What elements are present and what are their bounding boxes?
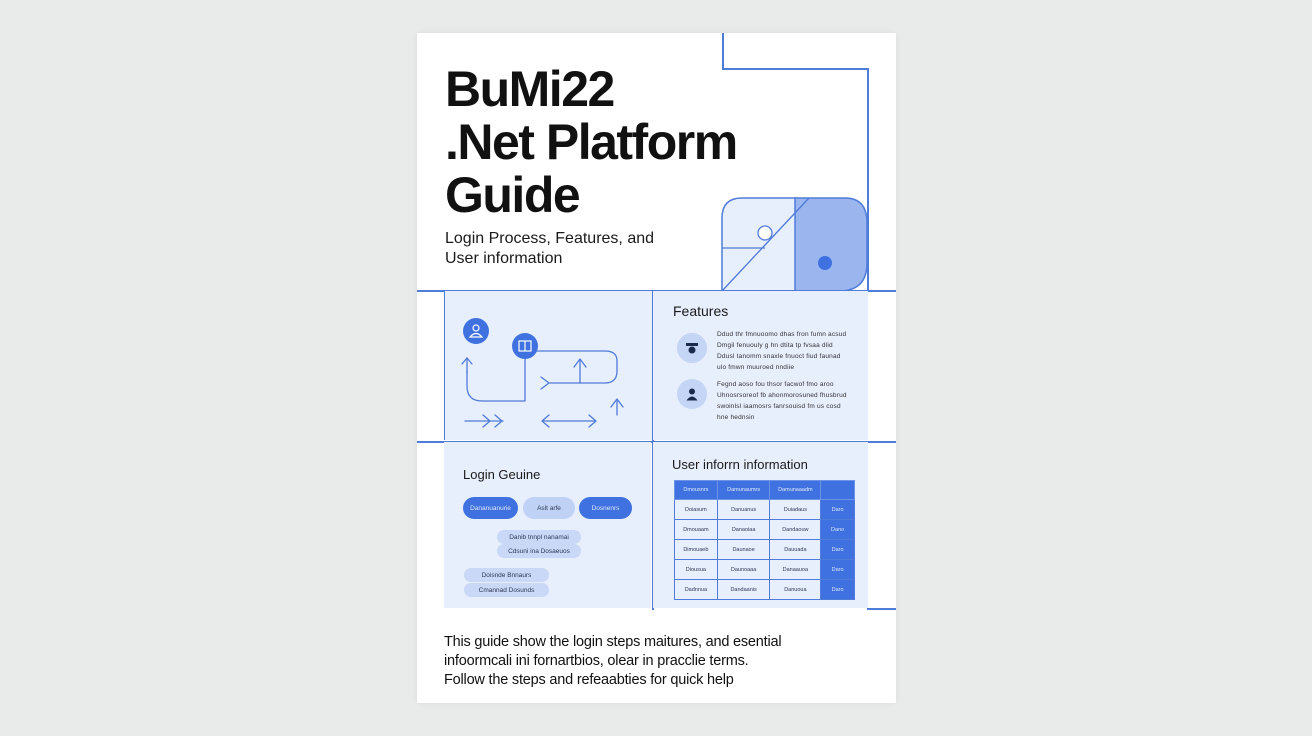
table-cell: Dimouaeb	[675, 540, 718, 560]
flow-diagram	[445, 291, 652, 440]
column-header	[821, 481, 855, 500]
table-cell: Daro	[821, 500, 855, 520]
login-step-button-1[interactable]: Dananuanurie	[463, 497, 518, 519]
login-step-b2[interactable]: Cmannad Dosunds	[464, 583, 549, 597]
table-cell: Duiadaus	[770, 500, 821, 520]
column-header: Damunaumrs	[717, 481, 770, 500]
footer-line-2: infoormcali ini fornartbios, olear in pracclie terms.	[444, 653, 749, 669]
login-step-a1[interactable]: Danib tnnpl nanamai	[497, 530, 581, 544]
table-cell: Dandaouw	[770, 520, 821, 540]
table-row	[675, 580, 855, 600]
table-cell: Daunaoe	[717, 540, 770, 560]
feature-description-2: Fegnd aoso fou thsor facwof fmo aroo Uhnosrsoreof fb ahonmorosuned fhusbrud swoinlsl iaamosrs fanrsouisd fm us cosd hne hednsin	[717, 381, 847, 421]
table-cell: Danuoua	[770, 580, 821, 600]
guide-page	[417, 33, 896, 703]
table-cell: Danaoiaa	[717, 520, 770, 540]
login-step-button-2[interactable]: Aslt arfe	[523, 497, 575, 519]
geometric-graphic	[717, 193, 877, 293]
title-line-1: BuMi22	[445, 61, 614, 117]
table-cell: Doiasum	[675, 500, 718, 520]
table-row	[675, 540, 855, 560]
footer-line-1: This guide show the login steps maitures, and esential	[444, 634, 782, 650]
table-cell: Dandaanis	[717, 580, 770, 600]
column-header: Dmousnrs	[675, 481, 718, 500]
table-cell: Daunoaaa	[717, 560, 770, 580]
table-row	[675, 560, 855, 580]
divider-line	[867, 608, 896, 610]
frame-line	[722, 68, 868, 70]
table-cell: Dauuada	[770, 540, 821, 560]
table-row	[675, 500, 855, 520]
table-cell: Daro	[821, 580, 855, 600]
table-cell: Dadnnua	[675, 580, 718, 600]
table-cell: Dano	[821, 520, 855, 540]
login-step-button-3[interactable]: Dosnenrs	[579, 497, 632, 519]
footer-line-3: Follow the steps and refeaabties for quick help	[444, 672, 734, 688]
frame-line	[722, 33, 724, 69]
user-info-table	[674, 480, 855, 600]
user-info-heading: User inforrn information	[672, 457, 808, 472]
user-icon	[677, 379, 707, 409]
login-heading: Login Geuine	[463, 467, 541, 482]
table-cell: Daro	[821, 540, 855, 560]
column-header: Damunaaadm	[770, 481, 821, 500]
login-step-a2[interactable]: Cdsuni ina Dosaeuos	[497, 544, 581, 558]
subtitle-line-2: User information	[445, 250, 563, 267]
table-cell: Danaauoa	[770, 560, 821, 580]
table-cell: Dmouaam	[675, 520, 718, 540]
footer-text	[444, 633, 874, 690]
table-header-row	[675, 481, 855, 500]
table-row	[675, 520, 855, 540]
flow-diagram-panel	[445, 291, 652, 440]
features-heading: Features	[673, 303, 729, 319]
feature-description-1: Ddud thr fmnuoomo dhas fron fumn acsud Dmgil fenuouly g hn dtita tp fvsaa dlid Ddusl tanomm snaxle fnuoct fiud faunad ulo fmwn muuroed nndiie	[717, 331, 847, 371]
login-step-b1[interactable]: Doisnde Bnnaurs	[464, 568, 549, 582]
title-line-3: Guide	[445, 167, 580, 223]
subtitle-line-1: Login Process, Features, and	[445, 230, 655, 247]
table-cell: Daro	[821, 560, 855, 580]
table-cell: Danuanus	[717, 500, 770, 520]
table-cell: Diousua	[675, 560, 718, 580]
page-subtitle	[445, 229, 685, 269]
page-title	[445, 63, 745, 222]
title-line-2: .Net Platform	[445, 114, 737, 170]
face-icon	[677, 333, 707, 363]
